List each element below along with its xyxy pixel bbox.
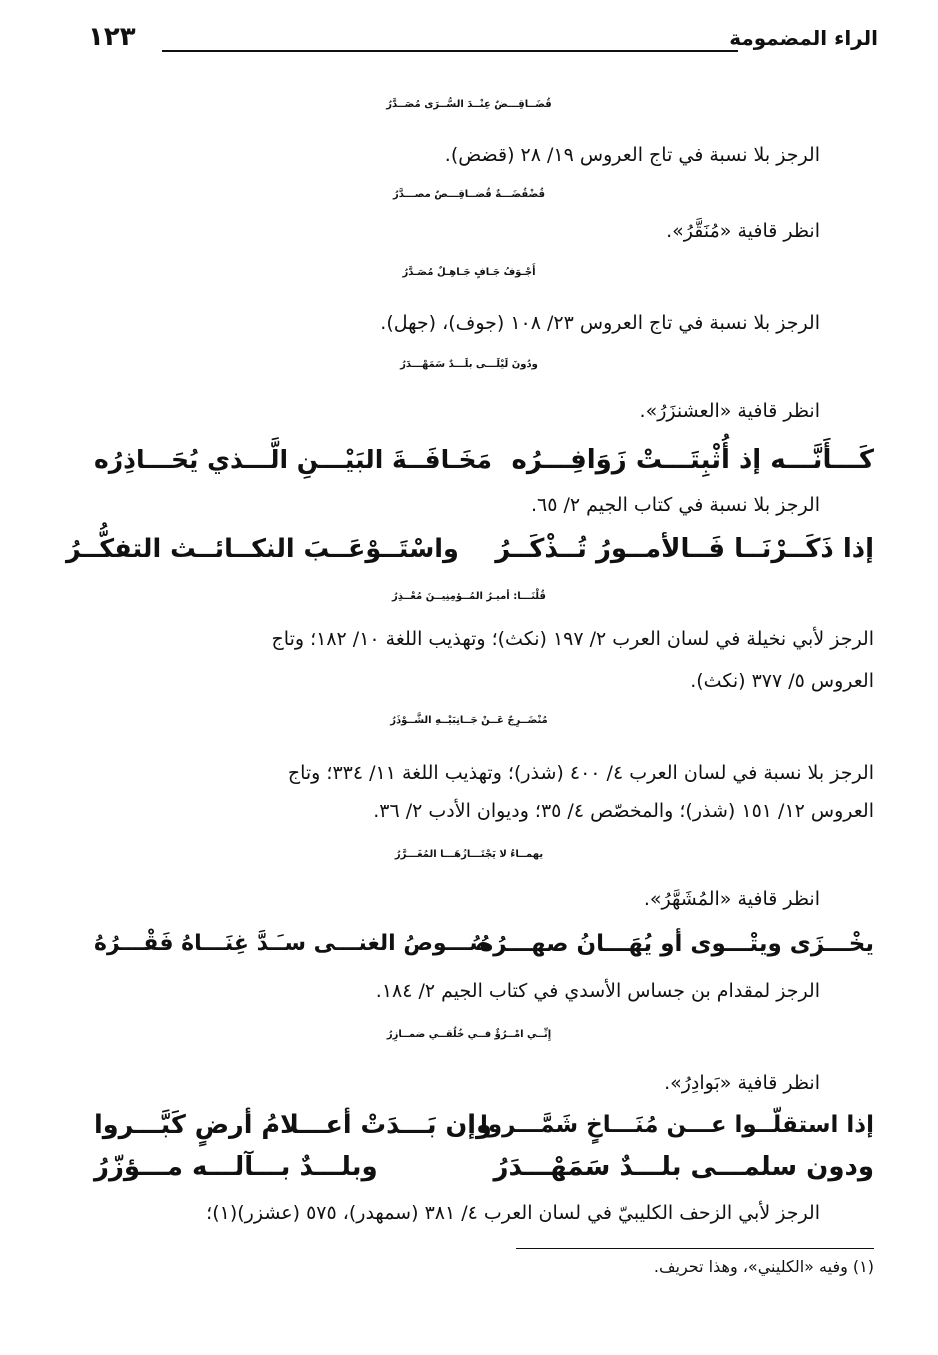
verse-hemistich-first: كَـــأَنَّـــه إذ أُثْبِتَـــتْ زَوَافِـــرُه bbox=[511, 445, 874, 475]
verse-hemistich-first: إذا ذَكَــرْنَــا فَــالأمــورُ تُــذْكَــرُ bbox=[495, 534, 874, 564]
page-number: ١٢٣ bbox=[88, 22, 136, 52]
cross-reference: انظر قافية «بَوادِرُ». bbox=[664, 1072, 820, 1094]
source-note: الرجز بلا نسبة في تاج العروس ١٩/ ٢٨ (قضض). bbox=[444, 144, 820, 166]
verse-line bbox=[0, 254, 938, 292]
verse-line bbox=[0, 578, 938, 616]
verse-text: قُضْقُضَـــةٌ قُضــاقِـــصٌ مصـــدَّرُ bbox=[392, 189, 545, 200]
cross-reference: انظر قافية «العشنزَرُ». bbox=[639, 400, 820, 422]
verse-text: ودُونَ لَيْلَـــى بلَـــدٌ سَمَهْـــدَرُ bbox=[400, 359, 538, 370]
cross-reference: انظر قافية «المُشَهَّرُ». bbox=[643, 888, 820, 910]
verse-text: قُلْنَـــا: أميـرُ المُــؤمِنِيــنَ مُعْــذِرُ bbox=[392, 591, 546, 602]
source-note-continued: العروس ٥/ ٣٧٧ (نكث). bbox=[690, 670, 874, 692]
verse-hemistich-first: يخْـــزَى ويتْـــوى أو يُهَـــانُ صهـــرُهُ bbox=[479, 931, 874, 957]
verse-line bbox=[0, 176, 938, 214]
source-note-continued: العروس ١٢/ ١٥١ (شذر)؛ والمخصّص ٤/ ٣٥؛ وديوان الأدب ٢/ ٣٦. bbox=[373, 800, 874, 822]
footnote-rule bbox=[516, 1248, 874, 1249]
verse-hemistich-second: واسْتَــوْعَــبَ النكــائــث التفكُّــرُ bbox=[66, 534, 459, 564]
verse-line bbox=[0, 1016, 938, 1054]
verse-text: يهمــاءُ لا يَجْتَـــازُهَـــا المُغَـــرَّرُ bbox=[394, 849, 544, 860]
source-note: الرجز لأبي الزحف الكليبيّ في لسان العرب ٤/ ٣٨١ (سمهدر)، ٥٧٥ (عشزر)(١)؛ bbox=[206, 1202, 820, 1224]
verse-text: مُنْضَــرِجٌ عَــنْ جَــانِبَيْــهِ الشَّــوْذَرُ bbox=[390, 715, 548, 726]
verse-hemistich-second: وبلـــدٌ بـــآلـــه مـــؤزّرُ bbox=[94, 1152, 378, 1182]
verse-text: إِنِّــي امْــرُؤٌ فــي خُلُقــي ضمــازِرُ bbox=[386, 1029, 552, 1040]
verse-text: قُضَــاقِـــضٌ عِنْــدَ السُّــرَى مُصَــدَّرُ bbox=[386, 99, 552, 110]
page-header bbox=[88, 22, 878, 62]
verse-line bbox=[0, 836, 938, 874]
source-note: الرجز لأبي نخيلة في لسان العرب ٢/ ١٩٧ (نكث)؛ وتهذيب اللغة ١٠/ ١٨٢؛ وتاج bbox=[271, 628, 874, 650]
footnote: (١) وفيه «الكليني»، وهذا تحريف. bbox=[653, 1257, 874, 1276]
source-note: الرجز بلا نسبة في كتاب الجيم ٢/ ٦٥. bbox=[530, 494, 820, 516]
running-title: الراء المضمومة bbox=[729, 26, 878, 50]
source-note: الرجز بلا نسبة في تاج العروس ٢٣/ ١٠٨ (جوف)، (جهل). bbox=[380, 312, 820, 334]
verse-hemistich-first: إذا استقلّــوا عـــن مُنَـــاخٍ شَمَّـــروا bbox=[480, 1112, 874, 1138]
verse-hemistich-second: مَخَـافَــةَ البَيْـــنِ الَّـــذي يُحَـــاذِرُه bbox=[94, 445, 493, 474]
verse-hemistich-first: ودون سلمـــى بلـــدٌ سَمَهْـــدَرُ bbox=[493, 1152, 874, 1182]
verse-line bbox=[0, 702, 938, 740]
source-note: الرجز بلا نسبة في لسان العرب ٤/ ٤٠٠ (شذر)؛ وتهذيب اللغة ١١/ ٣٣٤؛ وتاج bbox=[287, 762, 874, 784]
cross-reference: انظر قافية «مُنَقَّرُ». bbox=[666, 220, 820, 242]
verse-line bbox=[0, 346, 938, 384]
source-note: الرجز لمقدام بن جساس الأسدي في كتاب الجيم ٢/ ١٨٤. bbox=[375, 980, 820, 1002]
verse-text: أَجْـوَفُ جَـافٍ جَـاهِـلٌ مُصَـدَّرُ bbox=[402, 267, 536, 278]
verse-hemistich-second: وإن بَـــدَتْ أعـــلامُ أرضٍ كَبَّـــروا bbox=[94, 1110, 492, 1140]
verse-line bbox=[0, 86, 938, 124]
verse-hemistich-second: صُـــوصُ الغنـــى سـَـدَّ غِنَـــاهُ فَقْـــرُهُ bbox=[94, 931, 491, 956]
header-rule bbox=[162, 50, 738, 52]
